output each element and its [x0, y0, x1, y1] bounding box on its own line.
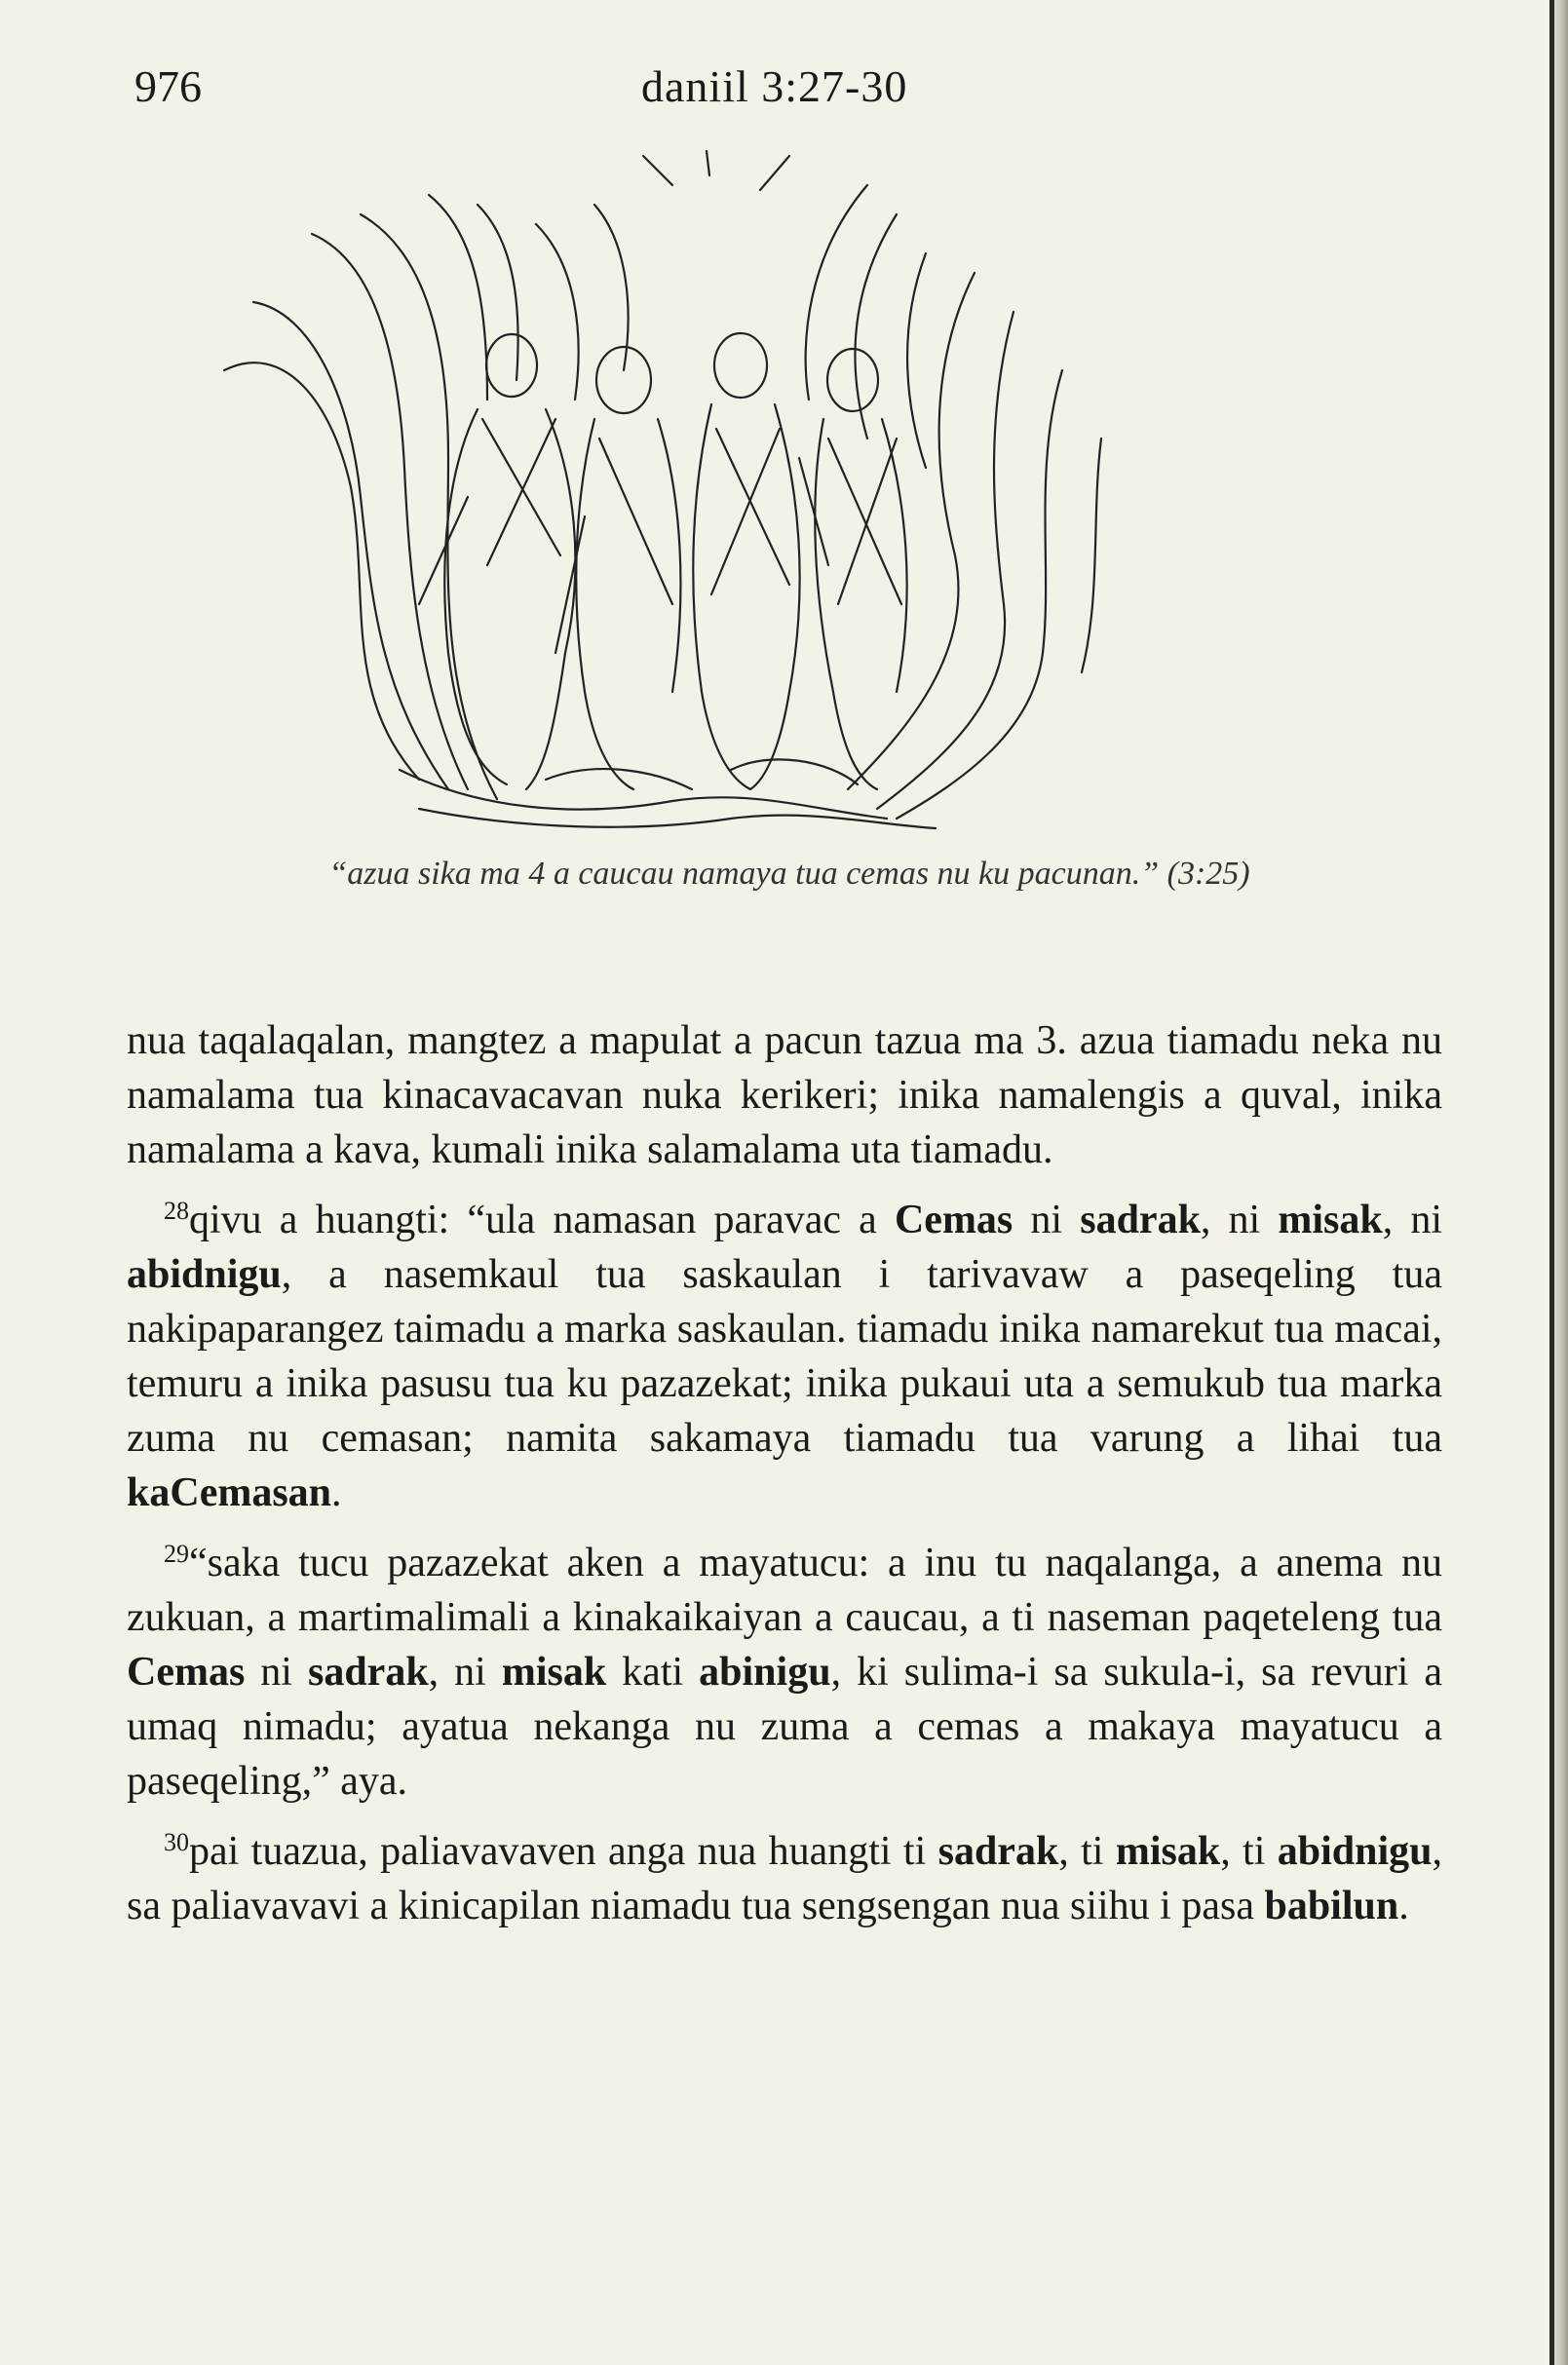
text-segment: , a nasemkaul tua saskaulan i tarivavaw a paseqeling tua nakipaparangez taimadu a marka saskaulan. tiamadu inika namarekut tua macai, temuru a inika pasusu tua ku pazazekat; inika pukaui uta a semukub tua marka zuma nu cemasan; namita sakamaya tiamadu tua varung a lihai tua	[127, 1252, 1442, 1461]
text-segment: “saka tucu pazazekat aken a mayatucu: a inu tu naqalanga, a anema nu zukuan, a martimalimali a kinakaikaiyan a caucau, a ti naseman paqeteleng tua	[127, 1541, 1442, 1640]
bold-name: babilun	[1264, 1884, 1399, 1928]
bold-name: Cemas	[127, 1650, 246, 1695]
bold-name: Cemas	[894, 1198, 1013, 1242]
running-head: daniil 3:27-30	[641, 61, 908, 111]
illustration-caption: “azua sika ma 4 a caucau namaya tua cemas nu ku pacunan.” (3:25)	[328, 856, 1250, 892]
page-binding-line	[1549, 0, 1554, 2365]
body-text	[127, 1013, 1442, 1949]
page-header	[134, 60, 1440, 129]
fiery-furnace-illustration	[127, 146, 1452, 848]
text-segment: pai tuazua, paliavavaven anga nua huangti ti	[189, 1829, 938, 1874]
bold-name: sadrak	[1080, 1198, 1201, 1242]
text-segment: , ni	[1382, 1198, 1443, 1242]
text-segment: nua taqalaqalan, mangtez a mapulat a pacun tazua ma 3. azua tiamadu neka nu namalama tua kinacavacavan nuka kerikeri; inika namalengis a quval, inika namalama a kava, kumali inika salamalama uta tiamadu.	[127, 1018, 1442, 1172]
page-number: 976	[134, 61, 202, 111]
text-segment: , ki sulima-i sa sukula-i, sa revuri a umaq nimadu; ayatua nekanga nu zuma a cemas a makaya mayatucu a paseqeling,” aya.	[127, 1650, 1443, 1804]
paragraph	[127, 1536, 1442, 1809]
paragraph	[127, 1824, 1442, 1933]
text-segment: , ti	[1058, 1829, 1116, 1874]
bold-name: abidnigu	[1277, 1829, 1433, 1874]
text-segment: kati	[606, 1650, 700, 1695]
text-segment: ni	[245, 1650, 308, 1695]
bold-name: sadrak	[307, 1650, 429, 1695]
bold-name: sadrak	[937, 1829, 1059, 1874]
bold-name: abinigu	[699, 1650, 831, 1695]
four-figures	[419, 333, 907, 789]
bold-name: abidnigu	[127, 1252, 282, 1297]
text-segment: , ni	[1200, 1198, 1279, 1242]
verse-number: 28	[164, 1197, 189, 1225]
text-segment: ni	[1013, 1198, 1081, 1242]
bold-name: misak	[1115, 1829, 1221, 1874]
text-segment: .	[331, 1470, 342, 1515]
verse-number: 29	[164, 1540, 189, 1568]
bold-name: kaCemasan	[127, 1470, 332, 1515]
bold-name: misak	[1278, 1198, 1383, 1242]
text-segment: , ti	[1220, 1829, 1278, 1874]
text-segment: qivu a huangti: “ula namasan paravac a	[189, 1198, 895, 1242]
paragraph	[127, 1193, 1442, 1520]
paragraph	[127, 1013, 1442, 1177]
verse-number: 30	[164, 1828, 189, 1856]
flame-lines	[224, 151, 1101, 828]
text-segment: , ni	[428, 1650, 502, 1695]
bold-name: misak	[501, 1650, 607, 1695]
text-segment: , sa paliavavavi a kinicapilan niamadu tua sengsengan nua siihu i pasa	[127, 1829, 1442, 1928]
text-segment: .	[1398, 1884, 1409, 1928]
